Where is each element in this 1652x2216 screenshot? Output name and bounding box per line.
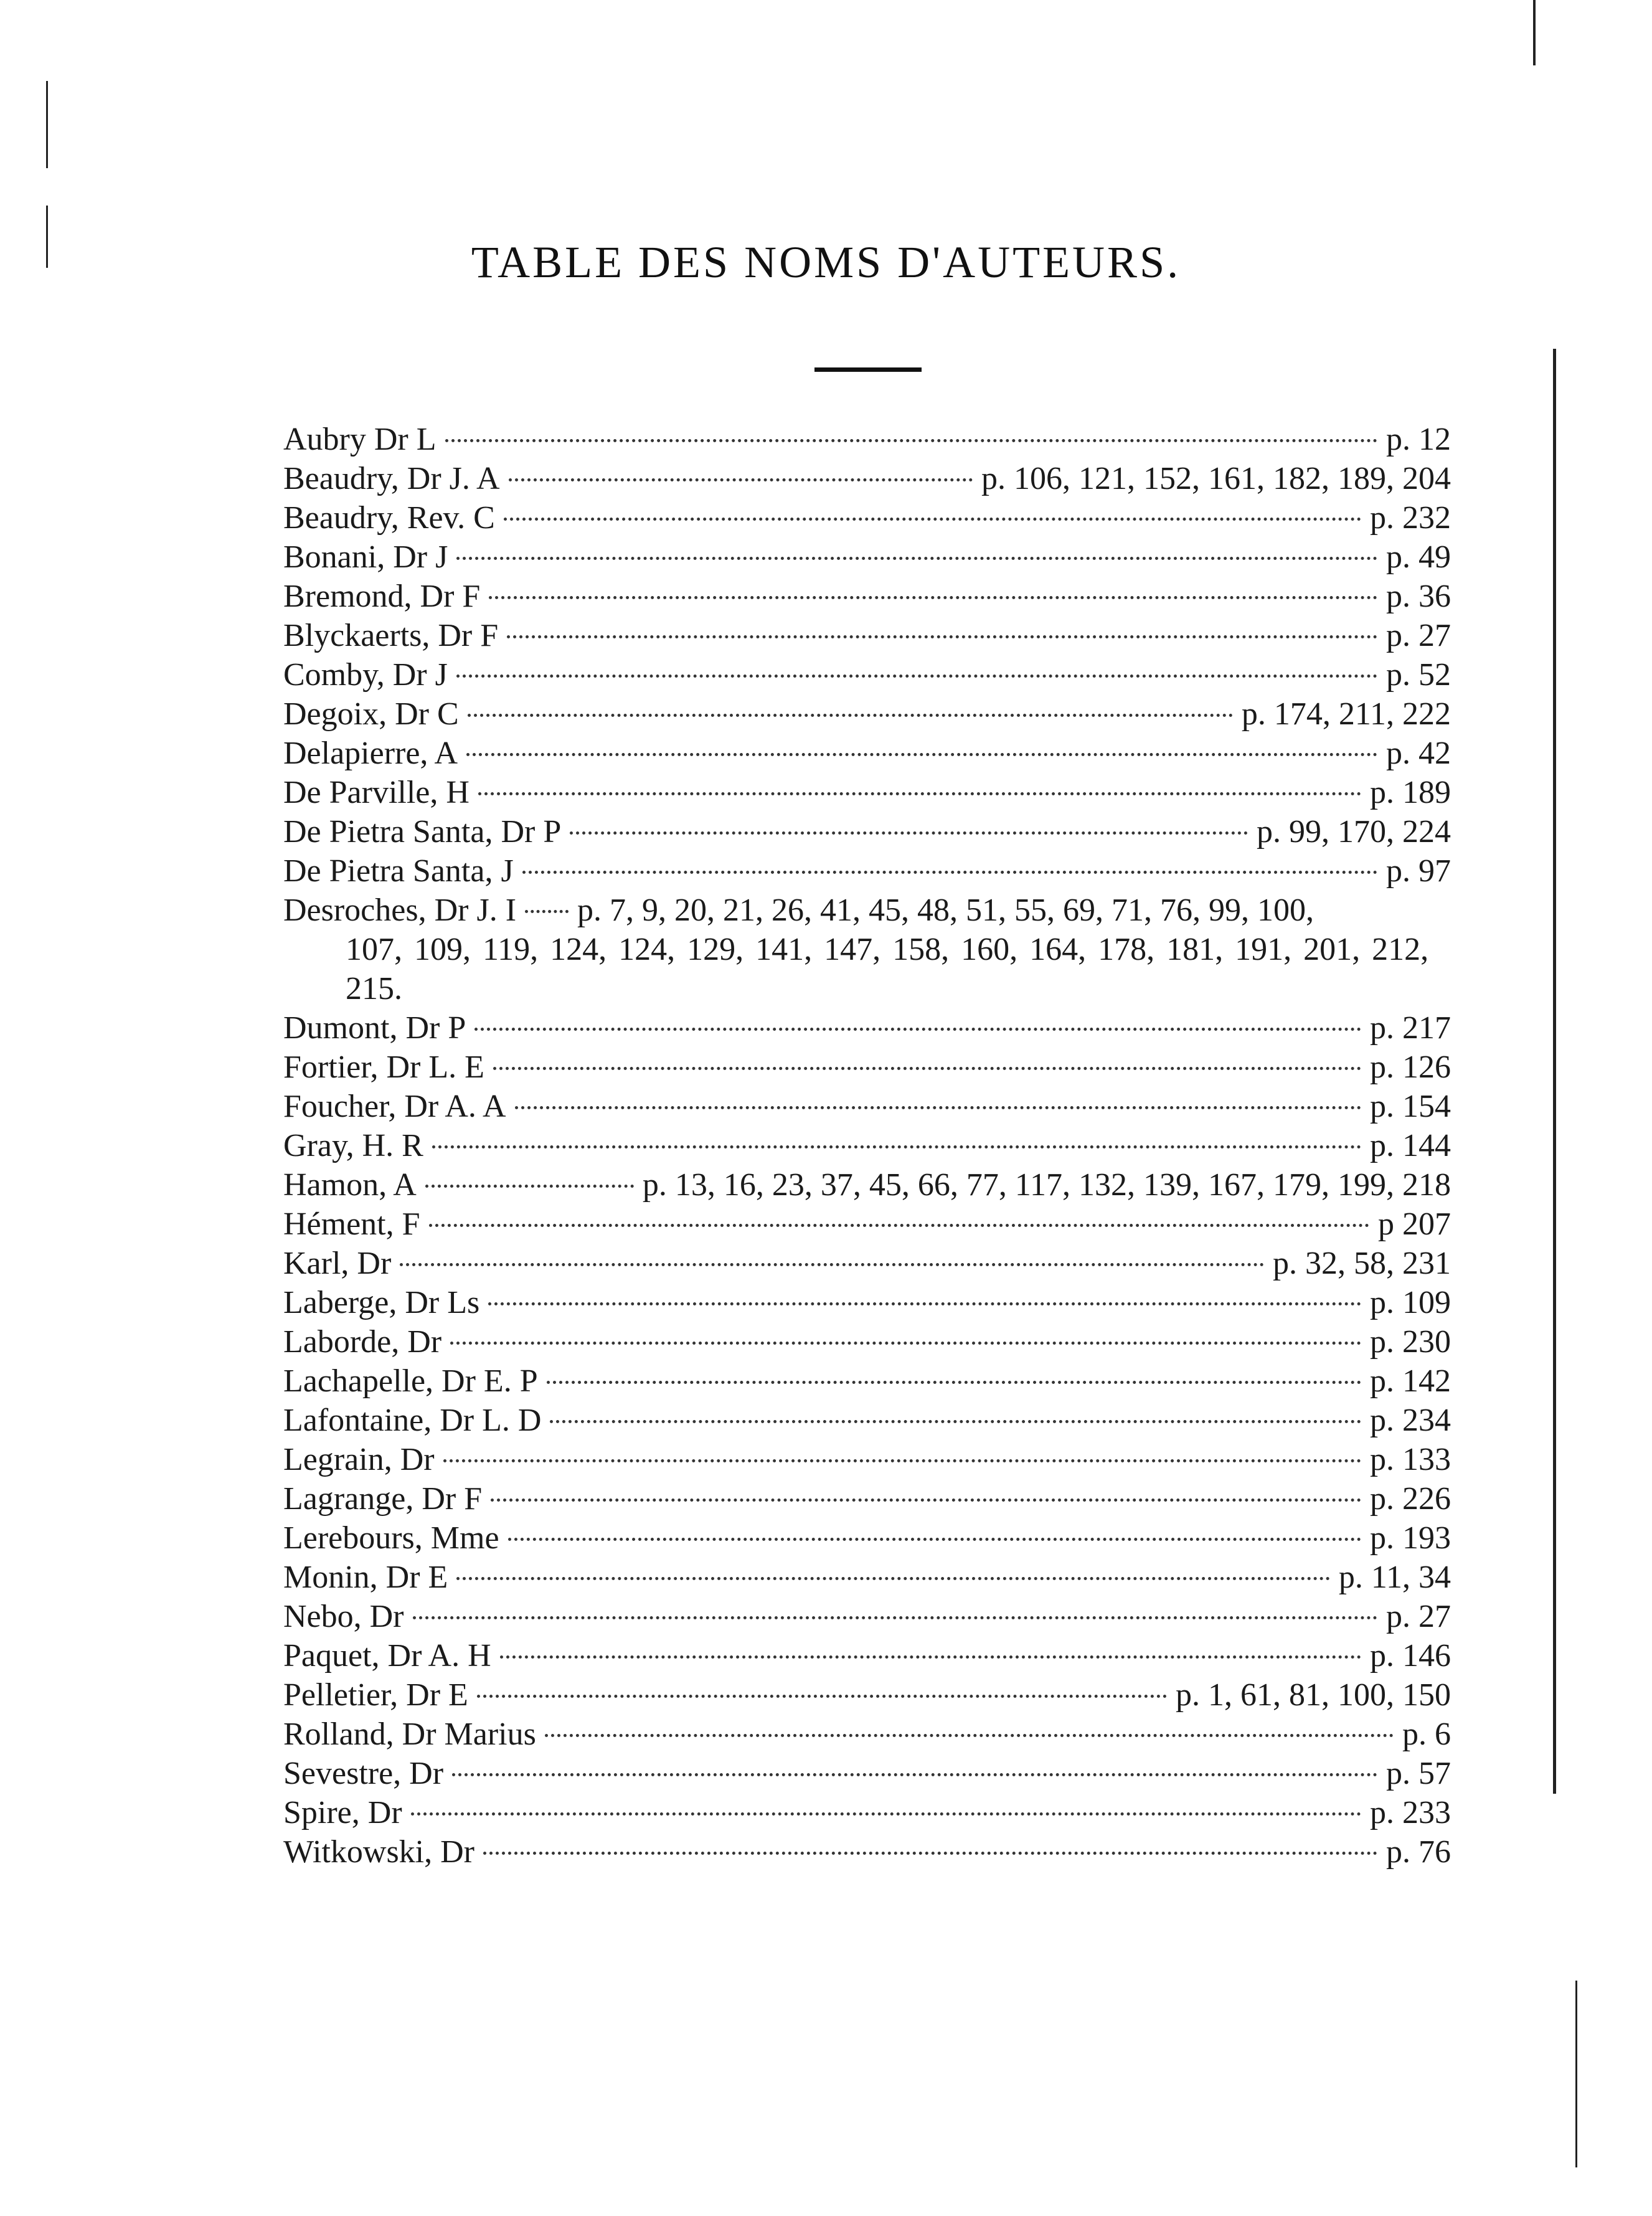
author-name: Monin, Dr E	[283, 1560, 448, 1595]
dot-leader	[456, 1577, 1330, 1580]
dot-leader	[456, 557, 1377, 560]
margin-mark-right-binding	[1553, 349, 1556, 1794]
dot-leader	[443, 1459, 1361, 1462]
index-entry	[283, 1205, 1451, 1244]
author-name: Witkowski, Dr	[283, 1834, 474, 1870]
author-name: Lachapelle, Dr E. P	[283, 1363, 538, 1399]
author-name: Karl, Dr	[283, 1246, 392, 1281]
page-refs: p. 234	[1370, 1403, 1451, 1438]
index-entry	[283, 1479, 1451, 1518]
dot-leader	[450, 1342, 1361, 1345]
author-name: De Pietra Santa, J	[283, 853, 514, 889]
dot-leader	[550, 1420, 1361, 1423]
dot-leader	[488, 1302, 1361, 1305]
author-name: Paquet, Dr A. H	[283, 1638, 491, 1674]
page-refs: p 207	[1378, 1206, 1451, 1242]
page-refs: p. 97	[1386, 853, 1451, 889]
author-name: Beaudry, Rev. C	[283, 500, 495, 536]
index-entry	[283, 1793, 1451, 1832]
index-entry	[283, 851, 1451, 891]
page-refs: p. 32, 58, 231	[1273, 1246, 1451, 1281]
dot-leader	[507, 635, 1377, 638]
page-refs: p. 226	[1370, 1481, 1451, 1517]
dot-leader	[509, 478, 973, 481]
page-refs: p. 189	[1370, 775, 1451, 810]
author-name: Rolland, Dr Marius	[283, 1716, 536, 1752]
dot-leader	[445, 439, 1377, 442]
author-name: Fortier, Dr L. E	[283, 1049, 484, 1085]
index-entry	[283, 1440, 1451, 1479]
index-entry	[283, 812, 1451, 851]
page-refs: p. 174, 211, 222	[1241, 696, 1451, 732]
author-name: Laberge, Dr Ls	[283, 1285, 480, 1320]
page-refs: p. 6	[1402, 1716, 1451, 1752]
author-name: Pelletier, Dr E	[283, 1677, 468, 1713]
index-entry	[283, 655, 1451, 694]
page-title: TABLE DES NOMS D'AUTEURS.	[471, 237, 1181, 287]
page-refs: p. 232	[1370, 500, 1451, 536]
index-entry	[283, 1283, 1451, 1322]
author-name: Lafontaine, Dr L. D	[283, 1403, 542, 1438]
author-name: Spire, Dr	[283, 1795, 402, 1830]
dot-leader	[477, 1695, 1167, 1698]
author-name: Dumont, Dr P	[283, 1010, 466, 1046]
index-entry	[283, 1675, 1451, 1715]
index-entry	[283, 1754, 1451, 1793]
author-name: Degoix, Dr C	[283, 696, 459, 732]
page-refs: p. 49	[1386, 539, 1451, 575]
page-refs: p. 27	[1386, 618, 1451, 653]
index-entry	[283, 1558, 1451, 1597]
index-entry	[283, 1715, 1451, 1754]
index-entry-multiline	[283, 891, 1451, 1008]
author-name: Nebo, Dr	[283, 1599, 404, 1634]
dot-leader	[547, 1381, 1361, 1384]
author-name: Delapierre, A	[283, 736, 458, 771]
index-entry	[283, 459, 1451, 498]
index-entry	[283, 1832, 1451, 1872]
index-entry	[283, 1126, 1451, 1165]
dot-leader	[515, 1106, 1361, 1109]
page-refs: p. 142	[1370, 1363, 1451, 1399]
page-refs: p. 154	[1370, 1089, 1451, 1124]
dot-leader	[545, 1734, 1394, 1737]
author-name: De Pietra Santa, Dr P	[283, 814, 562, 850]
page-refs: p. 133	[1370, 1442, 1451, 1477]
author-name: De Parville, H	[283, 775, 470, 810]
page-refs: p. 52	[1386, 657, 1451, 693]
author-name: Bremond, Dr F	[283, 579, 481, 614]
dot-leader	[413, 1616, 1377, 1619]
dot-leader	[474, 1028, 1361, 1031]
page-refs: p. 126	[1370, 1049, 1451, 1085]
dot-leader	[452, 1773, 1377, 1776]
title-rule	[814, 367, 922, 372]
author-name: Desroches, Dr J. I	[283, 893, 517, 928]
dot-leader	[468, 714, 1233, 717]
index-entry	[283, 1322, 1451, 1361]
author-name: Beaudry, Dr J. A	[283, 461, 500, 496]
index-entry	[283, 1636, 1451, 1675]
margin-mark-right-top	[1533, 0, 1536, 65]
author-name: Foucher, Dr A. A	[283, 1089, 506, 1124]
author-name: Lagrange, Dr F	[283, 1481, 483, 1517]
page-refs: p. 7, 9, 20, 21, 26, 41, 45, 48, 51, 55, 69, 71, 76, 99, 100,	[577, 893, 1315, 928]
page-refs: p. 57	[1386, 1756, 1451, 1791]
dot-leader	[508, 1538, 1361, 1541]
index-entry	[283, 734, 1451, 773]
index-entry	[283, 694, 1451, 734]
author-name: Sevestre, Dr	[283, 1756, 444, 1791]
dot-leader	[456, 675, 1377, 678]
index-entry	[283, 773, 1451, 812]
dot-leader	[525, 910, 569, 913]
index-entry	[283, 1597, 1451, 1636]
index-entry	[283, 1361, 1451, 1401]
dot-leader	[400, 1263, 1264, 1266]
dot-leader	[504, 518, 1361, 521]
index-entry	[283, 616, 1451, 655]
page-refs: p. 144	[1370, 1128, 1451, 1163]
dot-leader	[483, 1852, 1377, 1855]
dot-leader	[411, 1812, 1361, 1816]
index-entry	[283, 1518, 1451, 1558]
dot-leader	[489, 596, 1377, 599]
dot-leader	[500, 1655, 1361, 1659]
author-name: Blyckaerts, Dr F	[283, 618, 499, 653]
dot-leader	[570, 831, 1248, 835]
page-refs: p. 99, 170, 224	[1257, 814, 1451, 850]
dot-leader	[425, 1185, 634, 1188]
dot-leader	[466, 753, 1377, 756]
page-refs: p. 12	[1386, 422, 1451, 457]
page-refs: p. 36	[1386, 579, 1451, 614]
margin-mark-right-binding-2	[1575, 1981, 1577, 2167]
page-refs: p. 13, 16, 23, 37, 45, 66, 77, 117, 132, 139, 167, 179, 199, 218	[642, 1167, 1451, 1203]
index-entry	[283, 1244, 1451, 1283]
dot-leader	[432, 1145, 1361, 1148]
page-refs: p. 230	[1370, 1324, 1451, 1360]
index-entry	[283, 498, 1451, 537]
index-entry	[283, 1087, 1451, 1126]
index-entry	[283, 420, 1451, 459]
page-refs: p. 76	[1386, 1834, 1451, 1870]
author-name: Comby, Dr J	[283, 657, 448, 693]
page-refs: p. 193	[1370, 1520, 1451, 1556]
author-name: Gray, H. R	[283, 1128, 423, 1163]
dot-leader	[491, 1499, 1361, 1502]
page-refs: p. 11, 34	[1338, 1560, 1451, 1595]
page-refs-continued: 215.	[346, 971, 402, 1006]
author-name: Legrain, Dr	[283, 1442, 435, 1477]
author-name: Hément, F	[283, 1206, 420, 1242]
author-name: Lerebours, Mme	[283, 1520, 499, 1556]
index-entry	[283, 1401, 1451, 1440]
author-name: Laborde, Dr	[283, 1324, 442, 1360]
dot-leader	[478, 792, 1361, 795]
dot-leader	[493, 1067, 1361, 1070]
page-refs: p. 27	[1386, 1599, 1451, 1634]
index-entry	[283, 537, 1451, 577]
page-refs: p. 146	[1370, 1638, 1451, 1674]
index-entry	[283, 577, 1451, 616]
author-name: Bonani, Dr J	[283, 539, 448, 575]
author-name: Hamon, A	[283, 1167, 417, 1203]
page-refs: p. 1, 61, 81, 100, 150	[1176, 1677, 1451, 1713]
page-refs: p. 42	[1386, 736, 1451, 771]
index-entry	[283, 1165, 1451, 1205]
index-entry	[283, 1048, 1451, 1087]
author-index	[283, 420, 1451, 1872]
index-entry-first-line	[283, 891, 1451, 930]
margin-mark-left	[46, 81, 48, 168]
dot-leader	[429, 1224, 1369, 1227]
page-refs: p. 233	[1370, 1795, 1451, 1830]
page-refs: p. 217	[1370, 1010, 1451, 1046]
page-refs-continued: 107, 109, 119, 124, 124, 129, 141, 147, 158, 160, 164, 178, 181, 191, 201, 212,	[346, 932, 1429, 967]
index-entry	[283, 1008, 1451, 1048]
page-refs: p. 106, 121, 152, 161, 182, 189, 204	[981, 461, 1451, 496]
author-name: Aubry Dr L	[283, 422, 437, 457]
page-refs: p. 109	[1370, 1285, 1451, 1320]
dot-leader	[522, 871, 1377, 874]
